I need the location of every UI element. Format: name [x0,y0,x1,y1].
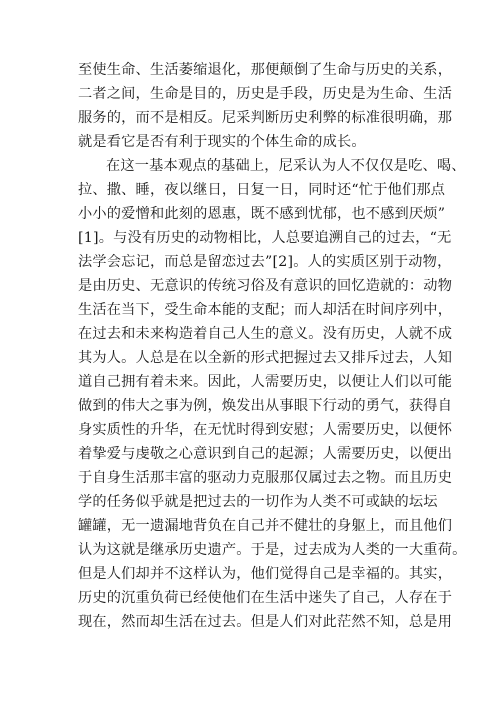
text-line: 法学会忘记，而总是留恋过去”[2]。人的实质区别于动物， [78,254,452,270]
text-line: 二者之间，生命是目的，历史是手段，历史是为生命、生活 [78,86,453,102]
text-line: 认为这就是继承历史遗产。于是，过去成为人类的一大重荷。 [78,542,467,558]
text-line: 其为人。人总是在以全新的形式把握过去又排斥过去，人知 [78,350,453,366]
text-line: 罐罐，无一遗漏地背负在自己并不健壮的身躯上，而且他们 [78,518,453,534]
text-line: 是由历史、无意识的传统习俗及有意识的回忆造就的：动物 [78,278,453,294]
text-line: 在过去和未来构造着自己人生的意义。没有历史，人就不成 [78,326,453,342]
text-line: 道自己拥有着未来。因此，人需要历史，以便让人们以可能 [78,374,453,390]
text-line: 在这一基本观点的基础上，尼采认为人不仅仅是吃、喝、 [106,158,466,174]
text-line: 小小的爱憎和此刻的恩惠，既不感到忧郁，也不感到厌烦” [78,206,446,222]
text-line: 历史的沉重负荷已经使他们在生活中迷失了自己，人存在于 [78,590,453,606]
text-line: 着挚爱与虔敬之心意识到自己的起源；人需要历史，以便出 [78,446,453,462]
text-line: [1]。与没有历史的动物相比，人总要追溯自己的过去，“无 [78,230,452,246]
text-line: 服务的，而不是相反。尼采判断历史利弊的标准很明确，那 [78,110,453,126]
text-line: 生活在当下，受生命本能的支配；而人却活在时间序列中， [78,302,453,318]
text-line: 至使生命、生活萎缩退化，那便颠倒了生命与历史的关系， [78,62,453,78]
paragraph-1 [78,58,453,154]
text-line: 现在，然而却生活在过去。但是人们对此茫然不知，总是用 [78,614,453,630]
text-line: 学的任务似乎就是把过去的一切作为人类不可或缺的坛坛 [78,494,438,510]
document-page [78,58,467,634]
text-line: 拉、撒、睡，夜以继日，日复一日，同时还“忙于他们那点 [78,182,446,198]
text-line: 就是看它是否有利于现实的个体生命的成长。 [78,134,366,150]
text-line: 身实质性的升华，在无忧时得到安慰；人需要历史，以便怀 [78,422,453,438]
text-line: 但是人们却并不这样认为，他们觉得自己是幸福的。其实， [78,566,453,582]
text-line: 于自身生活那丰富的驱动力克服那仅属过去之物。而且历史 [78,470,453,486]
paragraph-2 [78,154,467,634]
text-line: 做到的伟大之事为例，焕发出从事眼下行动的勇气，获得自 [78,398,453,414]
